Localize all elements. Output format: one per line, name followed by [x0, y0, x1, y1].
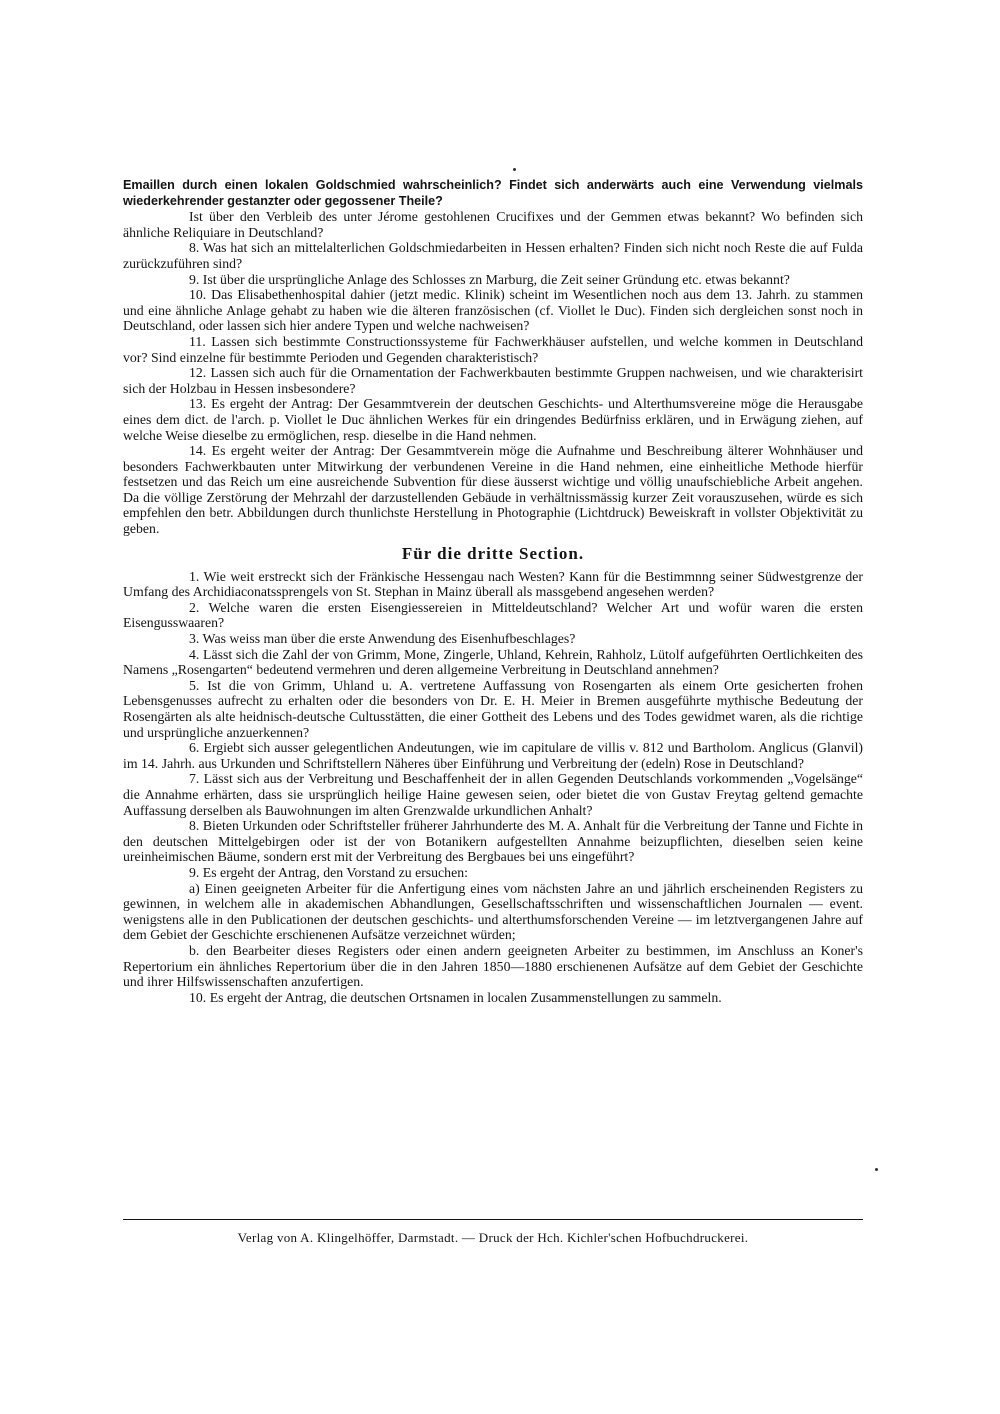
imprint-text: Verlag von A. Klingelhöffer, Darmstadt. — Druck der Hch. Kichler'schen Hofbuchdruckerei.: [237, 1230, 749, 1245]
footer-rule: [123, 1219, 863, 1220]
imprint-footer: [123, 1219, 863, 1246]
question-9: 9. Ist über die ursprüngliche Anlage des Schlosses zn Marburg, die Zeit seiner Gründung etc. etwas bekannt?: [189, 271, 790, 287]
question-paragraph: Ist über den Verbleib des unter Jérome gestohlenen Crucifixes und der Gemmen etwas bekannt? Wo befinden sich ähnliche Reliquiare in Deutschland?: [123, 209, 863, 240]
question-12: 12. Lassen sich auch für die Ornamentation der Fachwerkbauten bestimmte Gruppen nachweisen, und wie charakterisirt sich der Holzbau in Hessen insbesondere?: [123, 365, 863, 396]
continued-paragraph: Emaillen durch einen lokalen Goldschmied wahrscheinlich? Findet sich anderwärts auch eine Verwendung vielmals wiederkehrender gestanzter oder gegossener Theile?: [123, 178, 863, 208]
question-11: 11. Lassen sich bestimmte Constructionssysteme für Fachwerkhäuser aufstellen, und welche kommen in Deutschland vor? Sind einzelne für bestimmte Perioden und Gegenden charakteristisch?: [123, 333, 863, 365]
section-question-4: 4. Lässt sich die Zahl der von Grimm, Mone, Zingerle, Uhland, Kehrein, Rahholz, Lütolf aufgeführten Oertlichkeiten des Namens „Rosengarten“ bedeutend vermehren und deren allgemeine Verbreitung in Deutschland annehmen?: [123, 646, 863, 678]
section-question-7: 7. Lässt sich aus der Verbreitung und Beschaffenheit der in allen Gegenden Deutschlands vorkommenden „Vogelsänge“ die Annahme erhärten, dass sie ursprünglich heilige Haine gewesen seien, oder bietet die von Gustav Freytag geltend gemachte Auffassung derselben als Bauwohnungen im alten Grenzwalde urkundlichen Anhalt?: [123, 771, 863, 818]
question-14: 14. Es ergeht weiter der Antrag: Der Gesammtverein möge die Aufnahme und Beschreibung älterer Wohnhäuser und besonders Fachwerkbauten unter Mitwirkung der verbundenen Vereine in die Hand nehmen, eine einheitliche Methode hierfür festsetzen und das Reich um eine ausreichende Subvention für diese äusserst wichtige und völlig unaufschiebliche Arbeit angehen. Da die völlige Zerstörung der Mehrzahl der darzustellenden Gebäude in verhältnissmässig kurzer Zeit vorauszusehen, würde es sich empfehlen den betr. Abbildungen durch thunlichste Herstellung in Photographie (Lichtdruck) Beweiskraft in vollster Objektivität zu geben.: [123, 443, 863, 537]
section-question-9b: b. den Bearbeiter dieses Registers oder einen andern geeigneten Arbeiter zu bestimmen, im Anschluss an Koner's Repertorium ein ähnliches Repertorium über die in den Jahren 1850—1880 erschienenen Aufsätze auf dem Gebiet der Geschichte und ihrer Hilfswissenschaften anzufertigen.: [123, 942, 863, 990]
question-13: 13. Es ergeht der Antrag: Der Gesammtverein der deutschen Geschichts- und Alterthumsvereine möge die Herausgabe eines dem dict. de l'arch. p. Viollet le Duc ähnlichen Werkes für ein dringendes Bedürfniss erklären, und in Erwägung ziehen, auf welche Weise dieselbe zu ermöglichen, resp. dieselbe in die Hand nehmen.: [123, 396, 863, 443]
section-question-8: 8. Bieten Urkunden oder Schriftsteller früherer Jahrhunderte des M. A. Anhalt für die Verbreitung der Tanne und Fichte in den deutschen Mittelgebirgen oder ist der von Botanikern aufgestellten Annahme beizupflichten, dieselben seien keine ureinheimischen Bäume, sondern erst mit der Verbreitung des Bergbaues bei uns eingeführt?: [123, 818, 863, 865]
question-10: 10. Das Elisabethenhospital dahier (jetzt medic. Klinik) scheint im Wesentlichen noch aus dem 13. Jahrh. zu stammen und eine ähnliche Anlage gehabt zu haben wie die älteren französischen (cf. Viollet le Duc). Finden sich dergleichen sonst noch in Deutschland, oder lassen sich hier andere Typen und welche nachweisen?: [123, 287, 863, 334]
print-speck: [875, 1168, 878, 1171]
section-question-5: 5. Ist die von Grimm, Uhland u. A. vertretene Auffassung von Rosengarten als einem Orte gesicherten frohen Lebensgenusses aufrecht zu erhalten oder die besonders von Dr. E. H. Meier in Bremen ausgeführte mythische Bedeutung der Rosengärten als alte heidnisch-deutsche Cultusstätten, die einer Gottheit des Lebens und des Todes gewidmet waren, als die richtige und ursprüngliche anzuerkennen?: [123, 677, 863, 740]
print-speck: [513, 168, 516, 171]
question-8: 8. Was hat sich an mittelalterlichen Goldschmiedarbeiten in Hessen erhalten? Finden sich nicht noch Reste die auf Fulda zurückzuführen sind?: [123, 240, 863, 271]
section-question-9a: a) Einen geeigneten Arbeiter für die Anfertigung eines vom nächsten Jahre an und jährlich erscheinenden Registers zu gewinnen, in welchem alle in akademischen Abhandlungen, Gesellschaftsschriften und wissenschaftlichen Journalen — event. wenigstens alle in den Publicationen der deutschen geschichts- und alterthumsforschenden Vereine — im letztvergangenen Jahre auf dem Gebiet der Geschichte erschienenen Aufsätze verzeichnet würden;: [123, 880, 863, 943]
section-question-6: 6. Ergiebt sich ausser gelegentlichen Andeutungen, wie im capitulare de villis v. 812 und Bartholom. Anglicus (Glanvil) im 14. Jahrh. aus Urkunden und Schriftstellern Näheres über Einführung und Verbreitung der (edeln) Rose in Deutschland?: [123, 740, 863, 771]
section-question-1: 1. Wie weit erstreckt sich der Fränkische Hessengau nach Westen? Kann für die Bestimmnng seiner Südwestgrenze der Umfang des Archidiaconatssprengels von St. Stephan in Mainz überall als massgebend angesehen werden?: [123, 568, 863, 600]
section-question-2: 2. Welche waren die ersten Eisengiessereien in Mitteldeutschland? Welcher Art und wofür waren die ersten Eisengusswaaren?: [123, 599, 863, 631]
section-question-10: 10. Es ergeht der Antrag, die deutschen Ortsnamen in localen Zusammenstellungen zu sammeln.: [189, 989, 722, 1005]
section-heading: Für die dritte Section.: [401, 543, 585, 563]
text-column: [123, 178, 863, 1005]
section-question-9: 9. Es ergeht der Antrag, den Vorstand zu ersuchen:: [189, 864, 468, 880]
section-question-3: 3. Was weiss man über die erste Anwendung des Eisenhufbeschlages?: [189, 631, 576, 647]
